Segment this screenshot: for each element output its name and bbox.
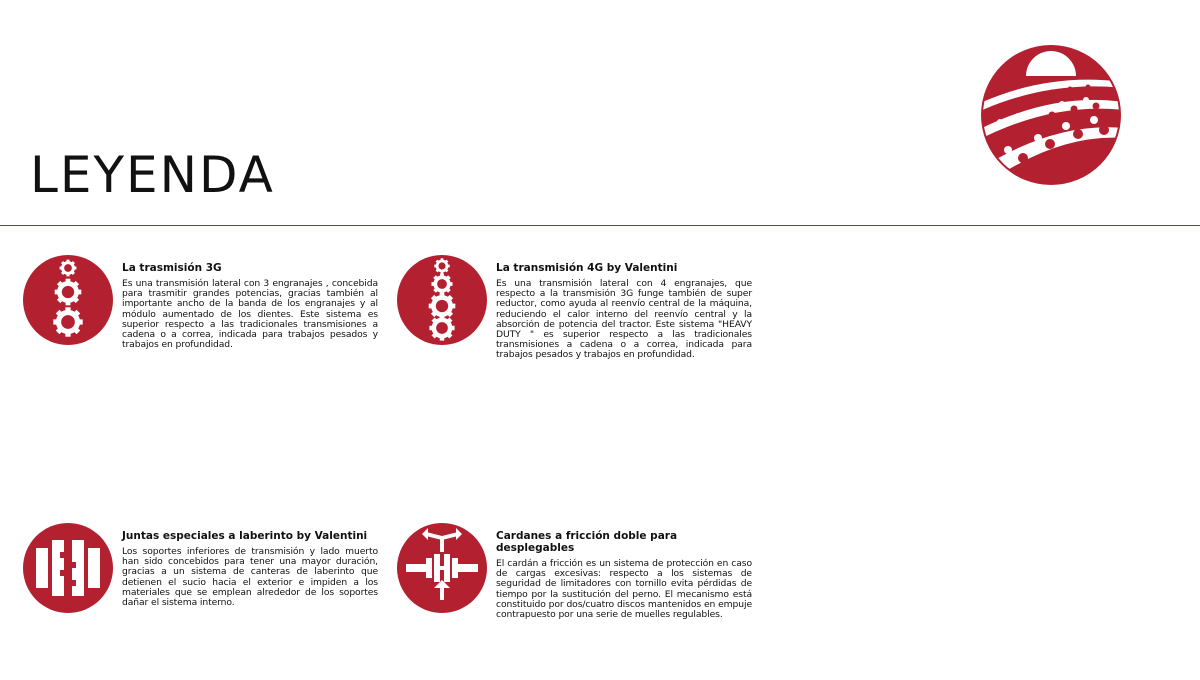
item-description: Los soportes inferiores de transmisión y lado muerto han sido concebidos para tener una mayor duración, gracias a un sistema de canteras de laberinto que detienen el sucio hacia el exterior e impiden a los materiales que se emplean alrededor de los soportes dañar el sistema interno. xyxy=(122,546,378,609)
labyrinth-seal-icon xyxy=(22,522,114,614)
gears-4-icon xyxy=(396,254,488,346)
item-title: Juntas especiales a laberinto by Valentini xyxy=(122,530,368,542)
item-description: Es una transmisión lateral con 4 engranajes, que respecto a la transmisión 3G funge también de super reductor, como ayuda al reenvío central de la máquina, reduciendo el calor interno del reenvío central y la absorción de potencia del tractor. Este sistema "HEAVY DUTY " es superior respecto a las tradicionales transmisiones a cadena o a correa, indicada para trabajos pesados y trabajos en profundidad. xyxy=(496,278,752,361)
item-description: El cardán a fricción es un sistema de protección en caso de cargas excesivas: respecto a los sistemas de seguridad de limitadores con tornillo evita pérdidas de tiempo por la sustitución del perno. El mecanismo está constituido por dos/cuatro discos mantenidos en empuje contrapuesto por una serie de muelles regulables. xyxy=(496,558,752,621)
gears-3-icon xyxy=(22,254,114,346)
item-title: Cardanes a fricción doble para desplegables xyxy=(496,530,678,554)
field-sun-logo-icon xyxy=(978,42,1124,188)
item-title: La trasmisión 3G xyxy=(122,262,222,274)
item-description: Es una transmisión lateral con 3 engranajes , concebida para trasmitir grandes potencias, gracias también al importante ancho de la banda de los engranajes y al módulo aumentado de los dientes. Este sistema es superior respecto a las tradicionales transmisiones a cadena o a correa, indicada para trabajos pesados y trabajos en profundidad. xyxy=(122,278,378,351)
item-title: La transmisión 4G by Valentini xyxy=(496,262,678,274)
friction-cardan-icon xyxy=(396,522,488,614)
title-divider xyxy=(0,225,1200,226)
page-title: LEYENDA xyxy=(30,146,275,204)
